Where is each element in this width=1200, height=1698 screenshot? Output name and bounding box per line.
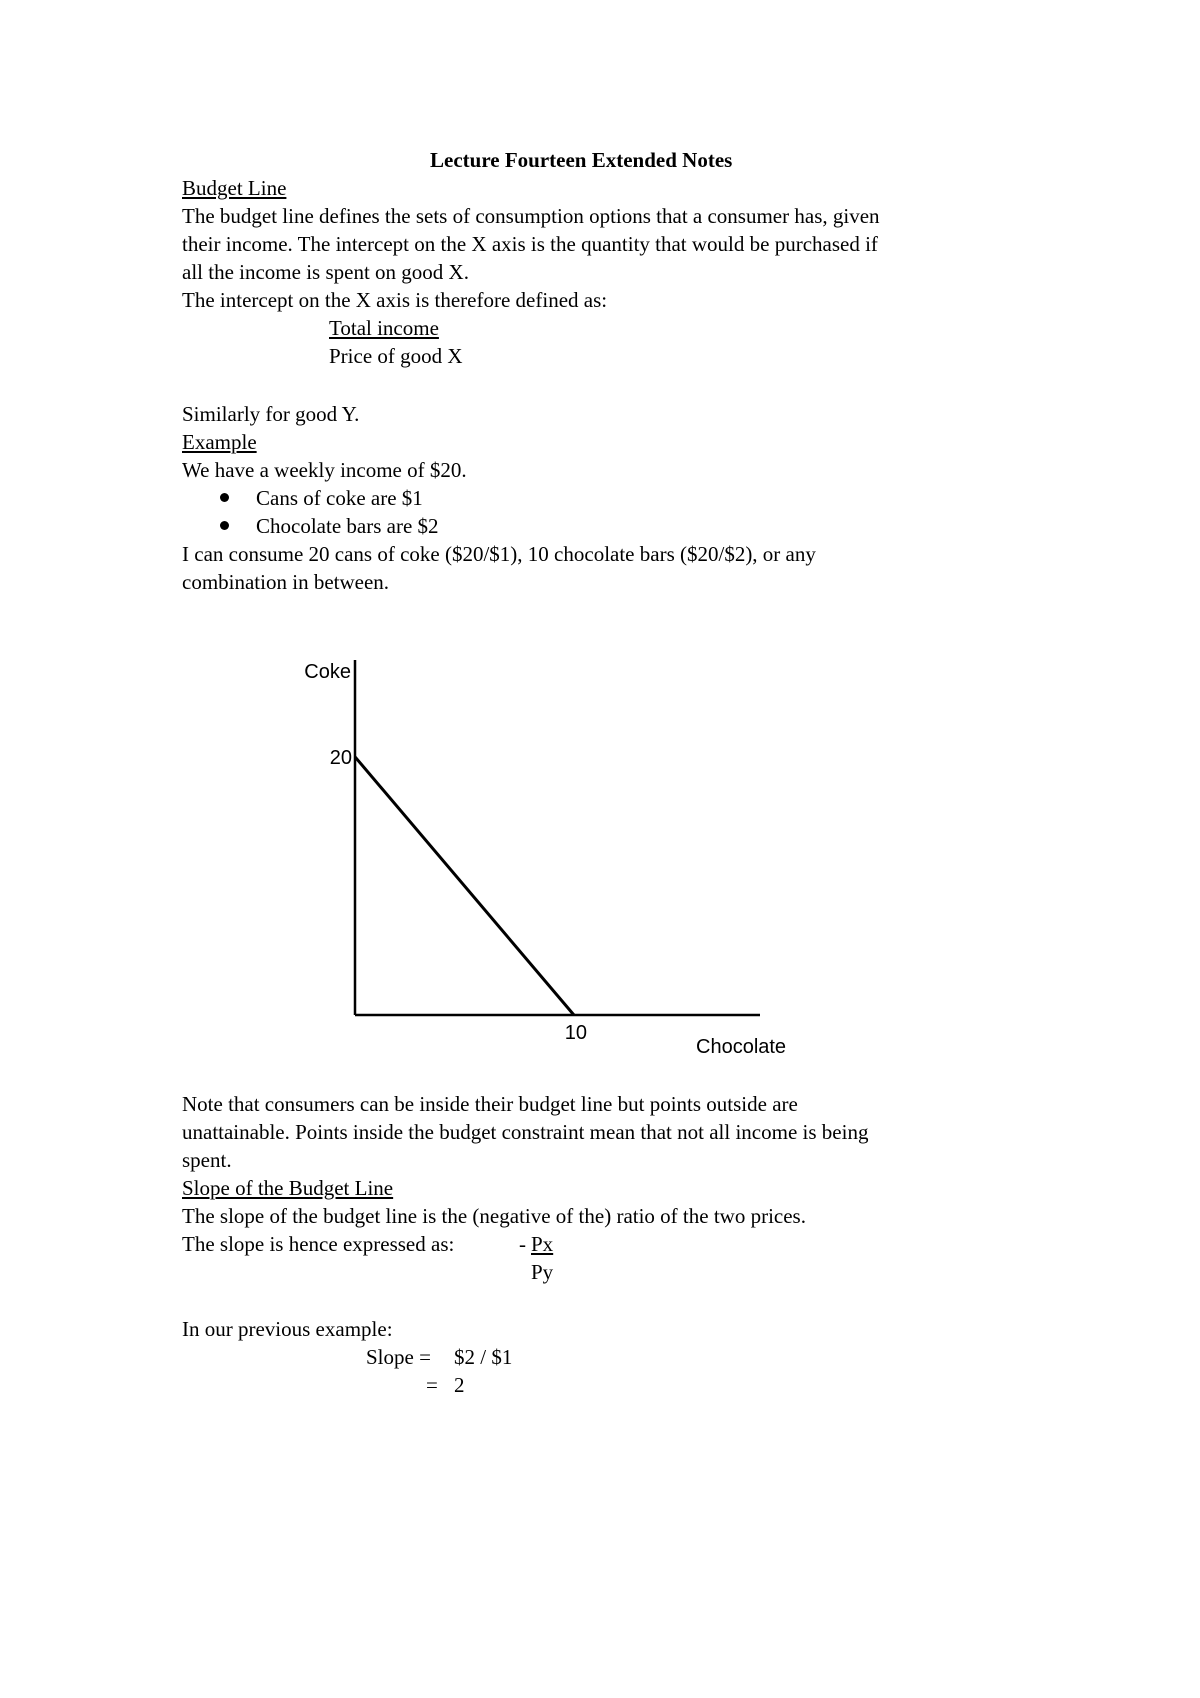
paragraph-line: I can consume 20 cans of coke ($20/$1), 10 chocolate bars ($20/$2), or any bbox=[182, 542, 816, 566]
bullet-item: Cans of coke are $1 bbox=[256, 486, 423, 510]
section-heading-example: Example bbox=[182, 430, 257, 454]
slope-expression-intro: The slope is hence expressed as: bbox=[182, 1232, 455, 1256]
budget-line bbox=[355, 757, 574, 1015]
slope-numerator: Px bbox=[531, 1232, 554, 1256]
slope-denominator: Py bbox=[531, 1260, 554, 1284]
weekly-income-text: We have a weekly income of $20. bbox=[182, 458, 467, 482]
x-tick-label: 10 bbox=[564, 1022, 588, 1044]
section-heading-slope: Slope of the Budget Line bbox=[182, 1176, 394, 1200]
paragraph-line: all the income is spent on good X. bbox=[182, 260, 469, 284]
y-tick-label: 20 bbox=[329, 746, 352, 769]
y-axis-label: Coke bbox=[304, 661, 351, 683]
paragraph-line: The budget line defines the sets of consumption options that a consumer has, given bbox=[182, 204, 880, 228]
paragraph-line: Note that consumers can be inside their budget line but points outside are bbox=[182, 1092, 798, 1116]
similarly-text: Similarly for good Y. bbox=[182, 402, 360, 426]
fraction-numerator: Total income bbox=[329, 316, 439, 340]
previous-example-text: In our previous example: bbox=[182, 1317, 393, 1341]
slope-definition: The slope of the budget line is the (negative of the) ratio of the two prices. bbox=[182, 1204, 806, 1228]
paragraph-line: unattainable. Points inside the budget constraint mean that not all income is being bbox=[182, 1120, 869, 1144]
intercept-intro: The intercept on the X axis is therefore defined as: bbox=[182, 288, 608, 312]
paragraph-line: combination in between. bbox=[182, 570, 390, 594]
paragraph-line: spent. bbox=[182, 1148, 232, 1172]
x-axis-label: Chocolate bbox=[696, 1036, 787, 1058]
slope-result-equals: = bbox=[426, 1373, 438, 1397]
fraction-denominator: Price of good X bbox=[329, 344, 463, 368]
paragraph-line: their income. The intercept on the X axis is the quantity that would be purchased if bbox=[182, 232, 878, 256]
slope-minus-sign: - bbox=[519, 1232, 526, 1256]
page-title: Lecture Fourteen Extended Notes bbox=[430, 148, 733, 172]
slope-result-value: 2 bbox=[454, 1373, 465, 1397]
section-heading-budget-line: Budget Line bbox=[182, 176, 287, 200]
slope-calc-label: Slope = bbox=[366, 1345, 431, 1369]
slope-calc-value: $2 / $1 bbox=[454, 1345, 513, 1369]
bullet-item: Chocolate bars are $2 bbox=[256, 514, 439, 538]
